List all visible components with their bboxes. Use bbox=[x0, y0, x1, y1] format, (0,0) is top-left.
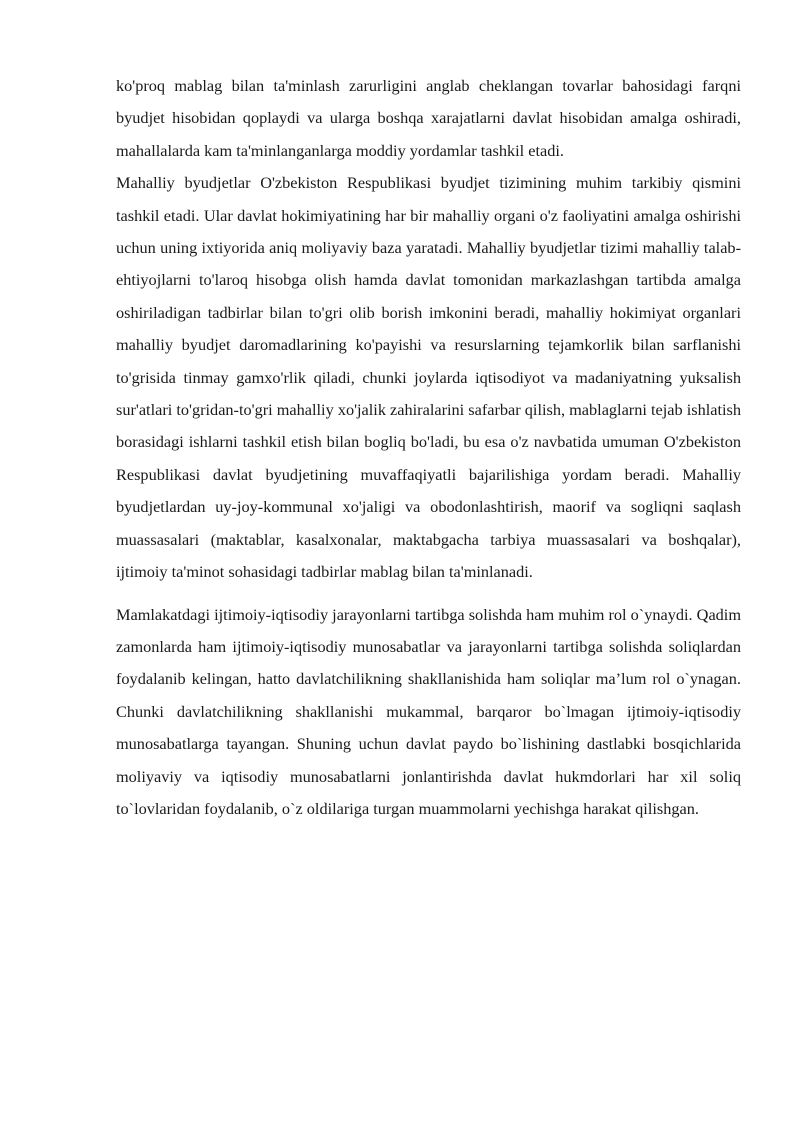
document-body bbox=[116, 70, 741, 825]
paragraph-continuation: ko'proq mablag bilan ta'minlash zarurligini anglab cheklangan tovarlar bahosidagi farqni byudjet hisobidan qoplaydi va ularga boshqa xarajatlarni davlat hisobidan amalga oshiradi, mahallalarda kam ta'minlanganlarga moddiy yordamlar tashkil etadi. bbox=[116, 76, 741, 160]
paragraph-taxes-role: Mamlakatdagi ijtimoiy-iqtisodiy jarayonlarni tartibga solishda ham muhim rol o`ynaydi. Qadim zamonlarda ham ijtimoiy-iqtisodiy munosabatlar va jarayonlarni tartibga solishda soliqlardan foydalanib kelingan, hatto davlatchilikning shakllanishida ham soliqlar ma’lum rol o`ynagan. Chunki davlatchilikning shakllanishi mukammal, barqaror bo`lmagan ijtimoiy-iqtisodiy munosabatlarga tayangan. Shuning uchun davlat paydo bo`lishining dastlabki bosqichlarida moliyaviy va iqtisodiy munosabatlarni jonlantirishda davlat hukmdorlari har xil soliq to`lovlaridan foydalanib, o`z oldilariga turgan muammolarni yechishga harakat qilishgan. bbox=[116, 604, 741, 818]
paragraph-local-budgets: Mahalliy byudjetlar O'zbekiston Respublikasi byudjet tizimining muhim tarkibiy qismini tashkil etadi. Ular davlat hokimiyatining har bir mahalliy organi o'z faoliyatini amalga oshirishi uchun uning ixtiyorida aniq moliyaviy baza yaratadi. Mahalliy byudjetlar tizimi mahalliy talab-ehtiyojlarni to'laroq hisobga olish hamda davlat tomonidan markazlashgan tartibda amalga oshiriladigan tadbirlar bilan to'gri olib borish imkonini beradi, mahalliy hokimiyat organlari mahalliy byudjet daromadlarining ko'payishi va resurslarning tejamkorlik bilan sarflanishi to'grisida tinmay gamxo'rlik qiladi, chunki joylarda iqtisodiyot va madaniyatning yuksalish sur'atlari to'gridan-to'gri mahalliy xo'jalik zahiralarini safarbar qilish, mablaglarni tejab ishlatish borasidagi ishlarni tashkil etish bilan bogliq bo'ladi, bu esa o'z navbatida umuman O'zbekiston Respublikasi davlat byudjetining muvaffaqiyatli bajarilishiga yordam beradi. Mahalliy byudjetlardan uy-joy-kommunal xo'jaligi va obodonlashtirish, maorif va sogliqni saqlash muassasalari (maktablar, kasalxonalar, maktabgacha tarbiya muassasalari va boshqalar), ijtimoiy ta'minot sohasidagi tadbirlar mablag bilan ta'minlanadi. bbox=[116, 173, 741, 582]
